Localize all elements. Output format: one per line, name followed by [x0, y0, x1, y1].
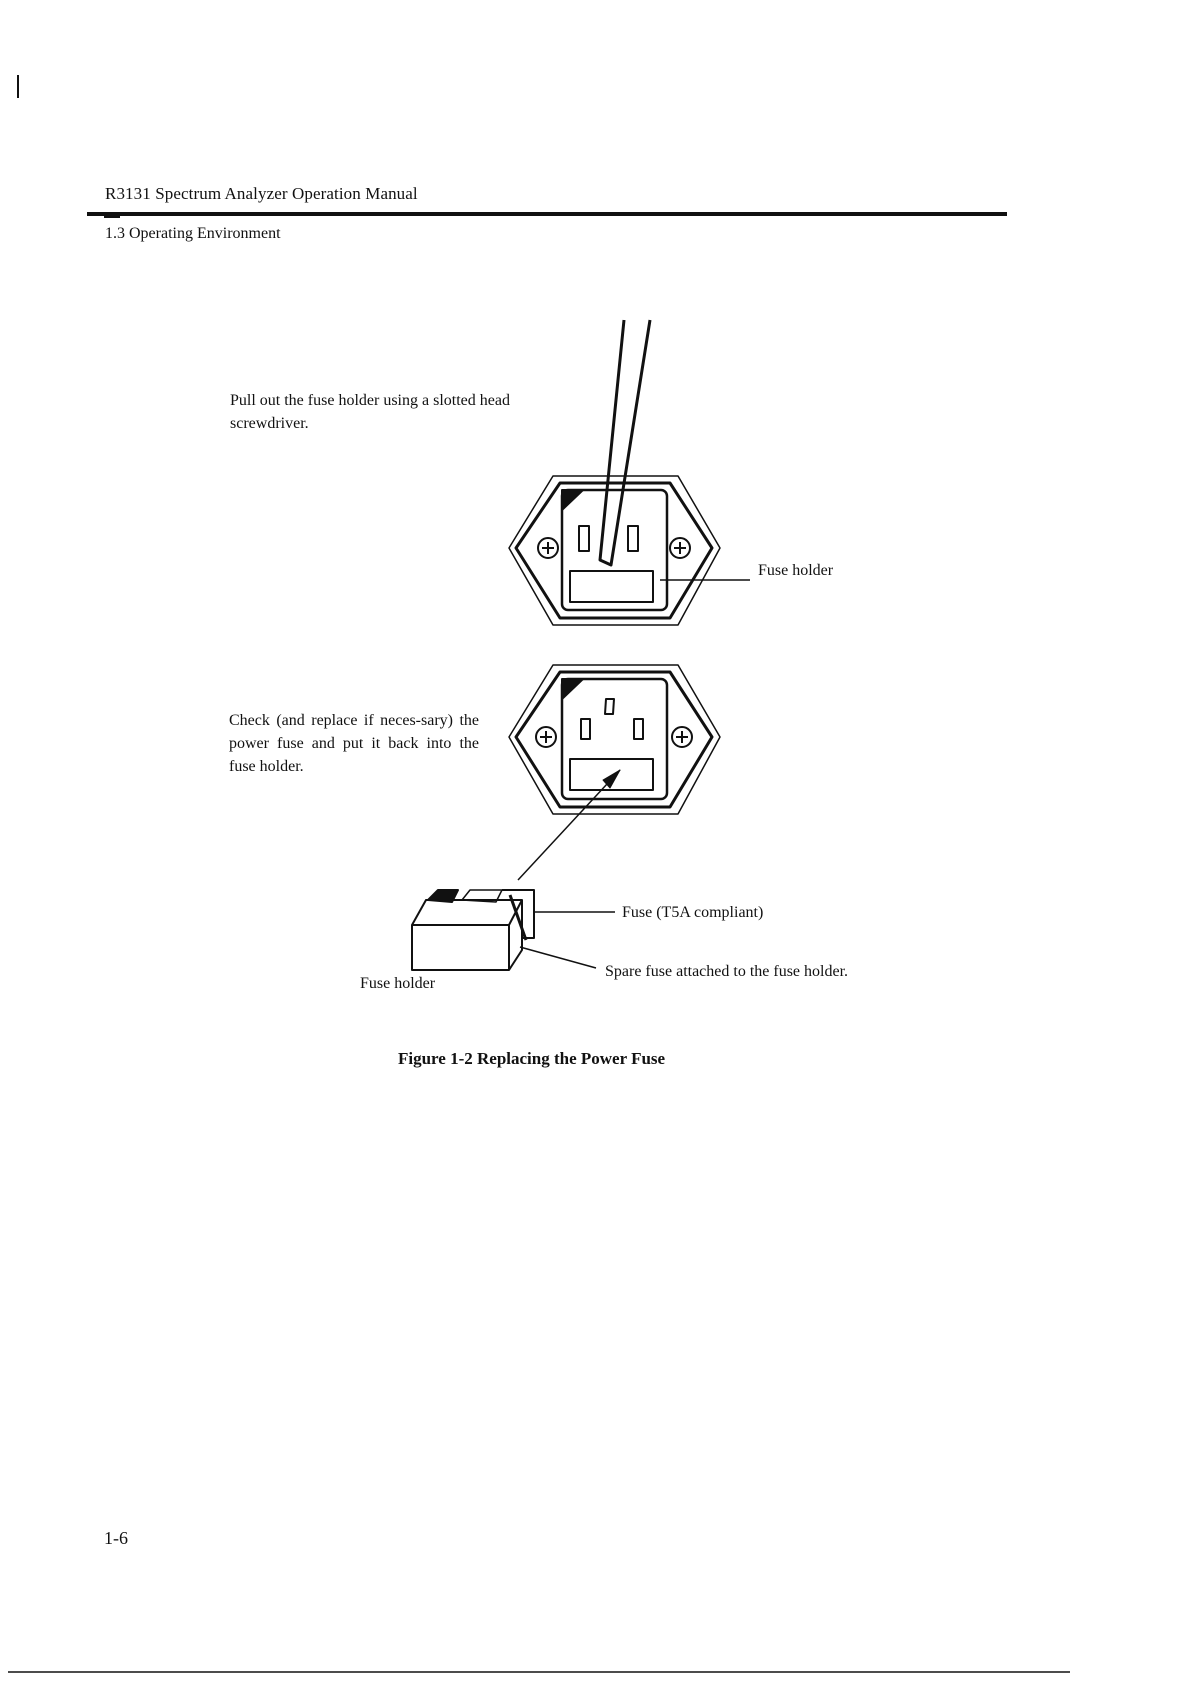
figure-caption: Figure 1-2 Replacing the Power Fuse: [398, 1049, 666, 1068]
section-title: 1.3 Operating Environment: [105, 225, 281, 242]
label-fuse-holder-bottom: Fuse holder: [360, 975, 436, 992]
instruction-pull-out-fuse-holder: Pull out the fuse holder using a slotted head screwdriver.: [230, 392, 510, 432]
manual-title: R3131 Spectrum Analyzer Operation Manual: [105, 184, 418, 203]
instruction-check-replace-fuse: Check (and replace if neces-sary) the power fuse and put it back into the fuse holder.: [229, 712, 479, 775]
power-inlet-upper-illustration: [509, 320, 750, 625]
page-number: 1-6: [104, 1528, 128, 1548]
label-spare-fuse: Spare fuse attached to the fuse holder.: [605, 963, 849, 980]
label-fuse-rating: Fuse (T5A compliant): [622, 904, 764, 921]
label-fuse-holder-top: Fuse holder: [758, 562, 834, 579]
power-inlet-lower-illustration: [509, 665, 720, 880]
fuse-holder-illustration: [412, 890, 615, 970]
